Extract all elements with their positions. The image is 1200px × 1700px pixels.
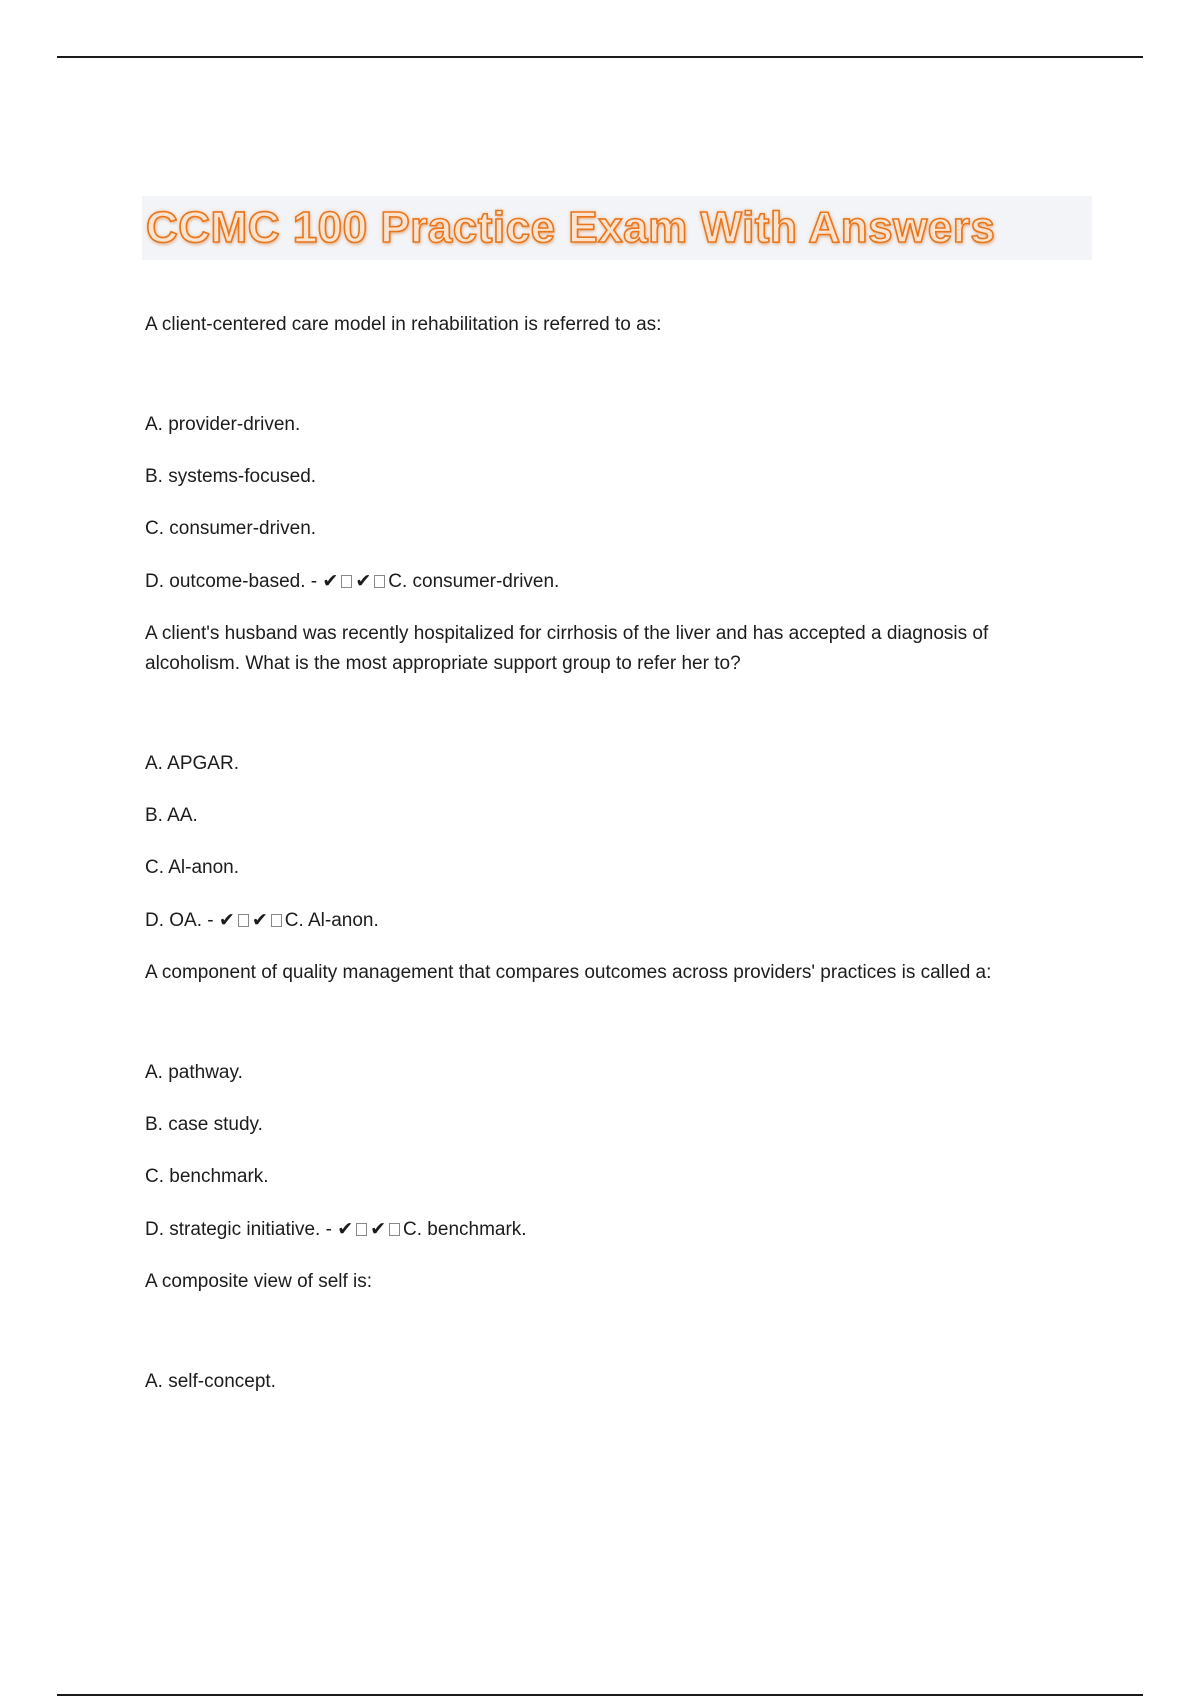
option-item: B. case study. bbox=[145, 1114, 263, 1135]
footer-rule bbox=[57, 1694, 1143, 1696]
question-block bbox=[145, 958, 1065, 1245]
box-icon bbox=[356, 1223, 367, 1236]
question-block bbox=[145, 619, 1065, 936]
question-block bbox=[145, 1267, 1065, 1397]
option-item: D. outcome-based. bbox=[145, 571, 306, 592]
option-item: A. self-concept. bbox=[145, 1371, 276, 1392]
header-rule bbox=[57, 56, 1143, 58]
box-icon bbox=[374, 575, 385, 588]
box-icon bbox=[341, 575, 352, 588]
option-item: C. benchmark. bbox=[145, 1166, 269, 1187]
option-item: A. APGAR. bbox=[145, 753, 239, 774]
document-body bbox=[145, 310, 1065, 1419]
question-text: A client's husband was recently hospitalized for cirrhosis of the liver and has accepted a diagnosis of alcoholism. What is the most appropriate support group to refer her to? bbox=[145, 623, 989, 674]
box-icon bbox=[271, 914, 282, 927]
checkmark-icon: ✔ bbox=[370, 1218, 387, 1240]
document-title: CCMC 100 Practice Exam With Answers bbox=[146, 203, 996, 252]
option-item: C. Al-anon. bbox=[145, 857, 239, 878]
question-text: A composite view of self is: bbox=[145, 1271, 373, 1292]
option-item: B. AA. bbox=[145, 805, 198, 826]
question-text: A client-centered care model in rehabilitation is referred to as: bbox=[145, 314, 662, 335]
checkmark-icon: ✔ bbox=[251, 909, 268, 931]
option-item: B. systems-focused. bbox=[145, 466, 317, 487]
checkmark-icon: ✔ bbox=[218, 909, 235, 931]
option-item: A. provider-driven. bbox=[145, 414, 301, 435]
checkmark-icon: ✔ bbox=[337, 1218, 354, 1240]
option-item: D. OA. bbox=[145, 910, 203, 931]
option-answer-line: D. outcome-based. - ✔ ✔ C. consumer-driven. bbox=[145, 570, 560, 592]
checkmark-icon: ✔ bbox=[355, 570, 372, 592]
checkmark-icon: ✔ bbox=[322, 570, 339, 592]
option-answer-line: D. strategic initiative. - ✔ ✔ C. benchmark. bbox=[145, 1218, 527, 1240]
title-banner bbox=[142, 196, 1092, 260]
box-icon bbox=[389, 1223, 400, 1236]
option-item: A. pathway. bbox=[145, 1062, 243, 1083]
answer-text: C. benchmark. bbox=[403, 1219, 527, 1240]
question-block bbox=[145, 310, 1065, 597]
answer-text: C. consumer-driven. bbox=[388, 571, 560, 592]
option-item: C. consumer-driven. bbox=[145, 518, 317, 539]
box-icon bbox=[238, 914, 249, 927]
question-text: A component of quality management that compares outcomes across providers' practices is called a: bbox=[145, 962, 992, 983]
answer-text: C. Al-anon. bbox=[284, 910, 379, 931]
option-answer-line: D. OA. - ✔ ✔ C. Al-anon. bbox=[145, 909, 379, 931]
option-item: D. strategic initiative. bbox=[145, 1219, 321, 1240]
